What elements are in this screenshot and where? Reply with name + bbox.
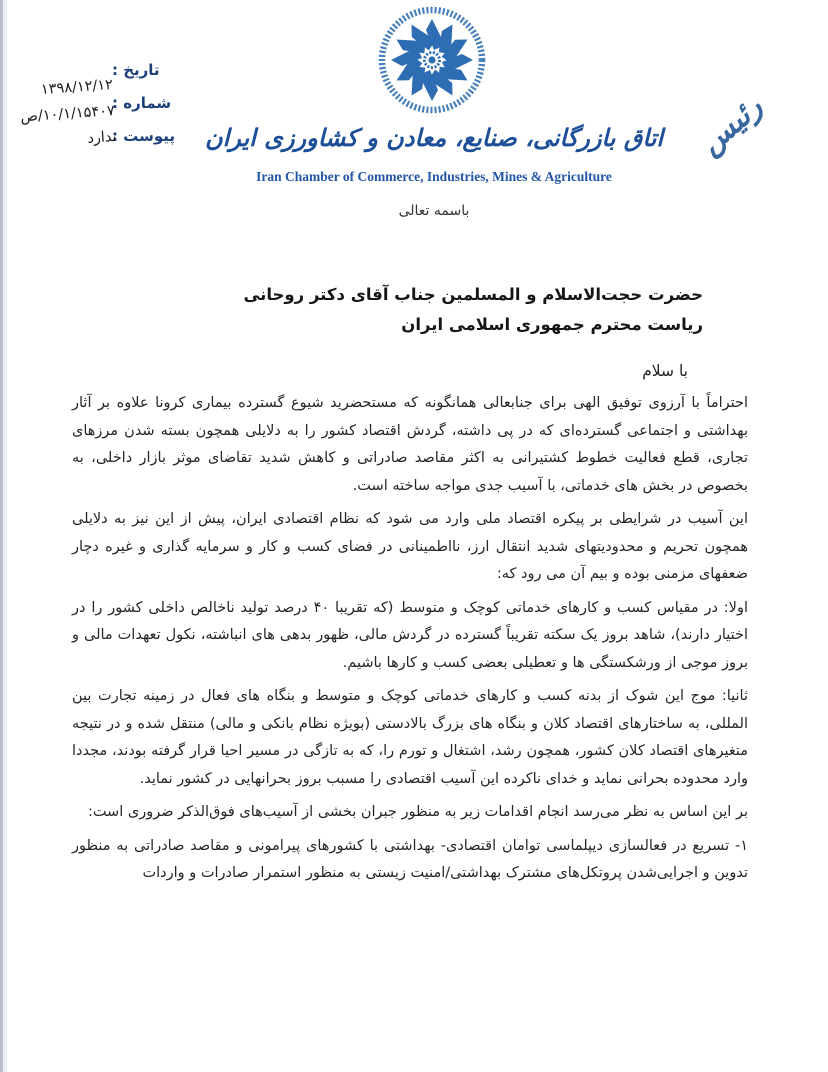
meta-values <box>10 72 117 157</box>
date-label: تاریخ : <box>112 61 160 79</box>
president-signature-title: رئیس <box>693 89 770 162</box>
paragraph-recommendation-item1: ۱- تسریع در فعالسازی دیپلماسی توامان اقتصادی- بهداشتی با کشورهای پیرامونی و مقاصد صادراتی به منظور تدوین و اجرایی‌شدن پروتکل‌های مشترک بهداشتی/امنیت زیستی به منظور استمرار صادرات و واردات <box>72 837 748 881</box>
salutation: با سلام <box>642 362 688 380</box>
number-value: ۱۰/۱/۱۵۴۰۷/ص <box>19 102 116 126</box>
basmala-text: باسمه تعالی <box>398 203 470 219</box>
scan-edge-light <box>3 0 7 1072</box>
attachment-value: ندارد <box>86 128 118 147</box>
chamber-logo-icon <box>376 4 488 116</box>
addressee-line2: ریاست محترم جمهوری اسلامی ایران <box>401 314 703 334</box>
letter-body <box>72 390 748 894</box>
addressee-block <box>72 280 703 339</box>
org-name-english: Iran Chamber of Commerce, Industries, Mines & Agriculture <box>256 169 612 184</box>
paragraph-intro: احتراماً با آرزوی توفیق الهی برای جنابعالی همانگونه که مستحضرید شیوع گسترده بیماری کرونا علاوه بر آثار بهداشتی و اجتماعی گسترده‌ای که در پی داشته، گردش اقتصاد کشور را به دلایلی همچون بسته شدن مرزهای تجاری، قطع فعالیت خطوط کشتیرانی به اکثر مقاصد صادراتی و کاهش شدید تقاضای موثر بازار داخلی، به بخصوص در بخش های خدماتی، با آسیب جدی مواجه ساخته است. <box>72 395 748 494</box>
paragraph-context: این آسیب در شرایطی بر پیکره اقتصاد ملی وارد می شود که نظام اقتصادی ایران، پیش از این نیز به دلایلی همچون تحریم و محدودیتهای شدید انتقال ارز، نااطمینانی در فضای کسب و کار و سرمایه گذاری و غیره دچار ضعفهای مزمنی بوده و بیم آن می رود که: <box>72 511 748 582</box>
attachment-label: پیوست : <box>112 127 176 145</box>
number-label: شماره : <box>112 94 172 112</box>
org-name-farsi: اتاق بازرگانی، صنایع، معادن و کشاورزی ایران <box>204 124 664 152</box>
paragraph-second-concern: ثانیا: موج این شوک از بدنه کسب و کارهای خدماتی کوچک و متوسط و بنگاه های فعال در زمینه تجارت بین المللی، به ساختارهای اقتصاد کلان و بنگاه های بزرگ بالادستی (بویژه نظام بانکی و مالی) منتقل شده و در نتیجه متغیرهای اقتصاد کلان کشور، همچون رشد، اشتغال و تورم را، که به تازگی در مسیر احیا قرار گرفته بودند، مجددا وارد محدوده بحرانی نماید و خدای ناکرده این آسیب اقتصادی را مسبب بروز بحرانهایی در کشور نماید. <box>72 688 748 787</box>
paragraph-first-concern: اولا: در مقیاس کسب و کارهای خدماتی کوچک و متوسط (که تقریبا ۴۰ درصد تولید ناخالص داخلی کشور را در اختیار دارند)، شاهد بروز یک سکته تقریباً گسترده در گردش مالی، ظهور بدهی های انباشته، نکول تعهدات مالی و بروز موجی از ورشکستگی ها و تعطیلی بعضی کسب و کارها باشیم. <box>72 599 748 671</box>
paragraph-recommendation-lead: بر این اساس به نظر می‌رسد انجام اقدامات زیر به منظور جبران بخشی از آسیب‌های فوق‌الذکر ضروری است: <box>87 804 748 820</box>
date-value: ۱۳۹۸/۱۲/۱۲ <box>40 76 114 98</box>
addressee-line1: حضرت حجت‌الاسلام و المسلمین جناب آقای دکتر روحانی <box>243 285 703 304</box>
